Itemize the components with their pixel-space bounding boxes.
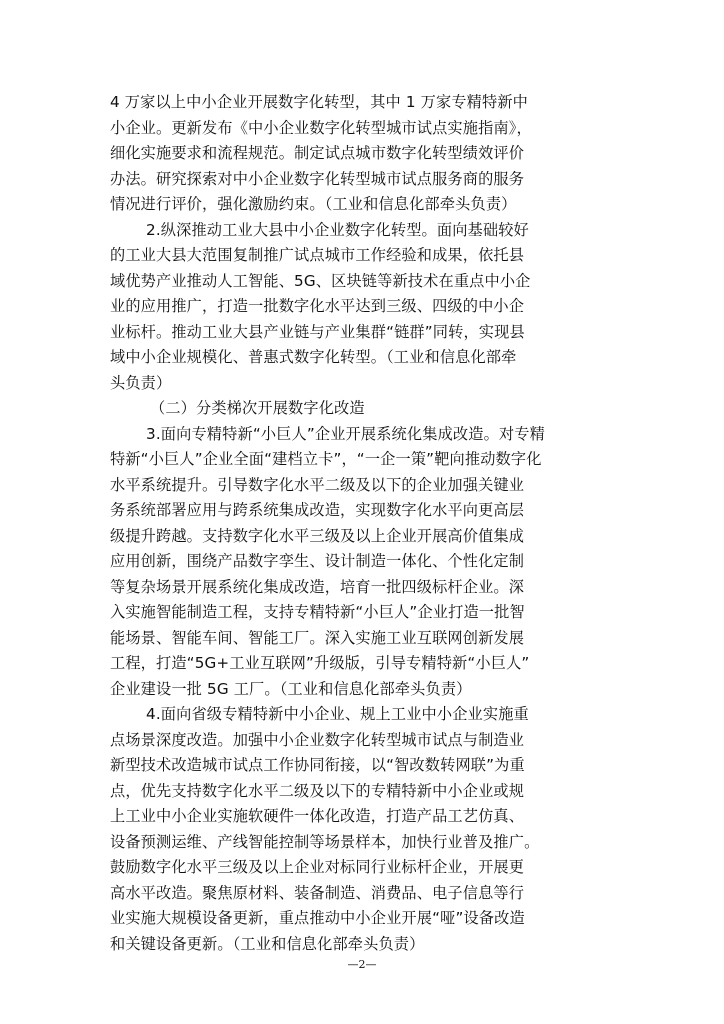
text-line: 企业建设一批 5G 工厂。（工业和信息化部牵头负责） [110, 679, 472, 698]
text-line: 设备预测运维、产线智能控制等场景样本，加快行业普及推广。 [110, 832, 540, 851]
text-line: 和关键设备更新。（工业和信息化部牵头负责） [110, 934, 425, 953]
text-line: 应用创新，围绕产品数字孪生、设计制造一体化、个性化定制 [110, 552, 525, 570]
text-line: 域优势产业推动人工智能、5G、区块链等新技术在重点中小企 [110, 271, 531, 290]
paragraph-4-start: 4.面向省级专精特新中小企业、规上工业中小企业实施重 [146, 705, 529, 723]
text-line: 业标杆。推动工业大县产业链与产业集群“链群”同转，实现县 [110, 322, 525, 341]
text-line: 4 万家以上中小企业开展数字化转型，其中 1 万家专精特新中 [110, 93, 528, 111]
body-text [110, 90, 625, 957]
text-line: 入实施智能制造工程，支持专精特新“小巨人”企业打造一批智 [110, 603, 525, 621]
text-line: 上工业中小企业实施软硬件一体化改造，打造产品工艺仿真、 [110, 807, 525, 825]
text-line: 新型技术改造城市试点工作协同衔接，以“智改数转网联”为重 [110, 756, 525, 774]
text-line: 级提升跨越。支持数字化水平三级及以上企业开展高价值集成 [110, 526, 525, 545]
text-line: 水平系统提升。引导数字化水平二级及以下的企业加强关键业 [110, 475, 525, 494]
text-line: 等复杂场景开展系统化集成改造，培育一批四级标杆企业。深 [110, 577, 525, 596]
text-line: 能场景、智能车间、智能工厂。深入实施工业互联网创新发展 [110, 628, 525, 647]
text-line: 办法。研究探索对中小企业数字化转型城市试点服务商的服务 [110, 169, 525, 188]
text-line: 情况进行评价，强化激励约束。（工业和信息化部牵头负责） [110, 195, 517, 213]
text-line: 高水平改造。聚焦原材料、装备制造、消费品、电子信息等行 [110, 883, 525, 902]
text-line: 鼓励数字化水平三级及以上企业对标同行业标杆企业，开展更 [110, 858, 525, 876]
page-number: —2— [347, 958, 377, 971]
text-line: 域中小企业规模化、普惠式数字化转型。（工业和信息化部牵 [110, 348, 517, 366]
text-line: 工程，打造“5G+工业互联网”升级版，引导专精特新“小巨人” [110, 654, 530, 672]
text-line: 点场景深度改造。加强中小企业数字化转型城市试点与制造业 [110, 730, 525, 749]
paragraph-2-start: 2.纵深推动工业大县中小企业数字化转型。面向基础较好 [146, 220, 529, 239]
text-line: 小企业。更新发布《中小企业数字化转型城市试点实施指南》， [110, 118, 532, 137]
text-line: 头负责） [110, 373, 172, 392]
text-line: 务系统部署应用与跨系统集成改造，实现数字化水平向更高层 [110, 501, 525, 519]
text-line: 特新“小巨人”企业全面“建档立卡”，“一企一策”靶向推动数字化 [110, 450, 542, 468]
text-line: 点，优先支持数字化水平二级及以下的专精特新中小企业或规 [110, 781, 525, 800]
text-line: 的工业大县大范围复制推广试点城市工作经验和成果，依托县 [110, 246, 525, 264]
text-line: 业的应用推广，打造一批数字化水平达到三级、四级的中小企 [110, 297, 525, 315]
text-line: 细化实施要求和流程规范。制定试点城市数字化转型绩效评价 [110, 144, 525, 162]
text-line: 业实施大规模设备更新，重点推动中小企业开展“哑”设备改造 [110, 909, 525, 927]
paragraph-3-start: 3.面向专精特新“小巨人”企业开展系统化集成改造。对专精 [146, 424, 545, 443]
section-heading: （二）分类梯次开展数字化改造 [150, 399, 365, 417]
